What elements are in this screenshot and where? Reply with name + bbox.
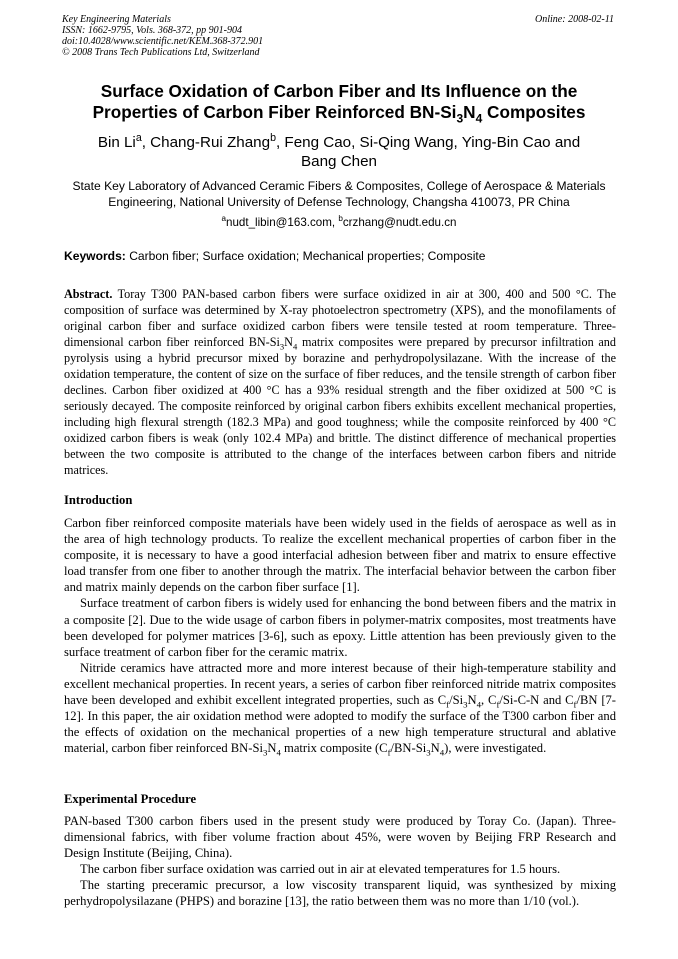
keywords	[64, 249, 616, 264]
copyright-line: © 2008 Trans Tech Publications Ltd, Switzerland	[62, 47, 260, 58]
experimental-body	[64, 813, 616, 910]
author-emails: $^a$nudt_libin@163.com, $^b$crzhang@nudt.edu.cn	[221, 214, 457, 229]
issn-line: ISSN: 1662-9795, Vols. 368-372, pp 901-904	[62, 25, 242, 36]
abstract: Abstract. Toray T300 PAN-based carbon fibers were surface oxidized in air at 300, 400 and 500 °C. The composition of surface was determined by X-ray photoelectron spectrometry (XPS), and the monofilaments of original carbon fiber and surface oxidized carbon fibers were tensile tested at room temperature. Three-dimensional carbon fiber reinforced $BN-Si_3N_4$ matrix composites were prepared by precursor infiltration and pyrolysis using a hybrid precursor mixed by borazine and perhydropolysilazane. With the increase of the oxidation temperature, the content of size on the surface of fiber reduces, and the tensile strength of carbon fiber declines. Carbon fiber oxidized at 400 °C has a 93% residual strength and the fiber oxidized at 500 °C is seriously decayed. The composite reinforced by original carbon fibers exhibits excellent mechanical properties, including high flexural strength (182.3 MPa) and good toughness; while the composite reinforced by 400 °C oxidized carbon fibers is weak (only 102.4 MPa) and brittle. The distinct difference of mechanical properties between the two composite is attributed to the change of the interfaces between carbon fibers and nitride matrices.	[64, 287, 616, 477]
author-list: Bin Li$^a$, Chang-Rui Zhang$^b$, Feng Cao, Si-Qing Wang, Ying-Bin Cao and Bang Chen	[97, 131, 581, 170]
title-line-1: Surface Oxidation of Carbon Fiber and Its Influence on the	[100, 81, 578, 101]
online-date: Online: 2008-02-11	[535, 14, 614, 25]
intro-paragraph-3: Nitride ceramics have attracted more and more interest because of their high-temperature stability and excellent mechanical properties. In recent years, a series of carbon fiber reinforced nitride matrix composites have been developed and exhibit excellent integrated properties, such as $C_f/Si_3N_4$, $C_f/Si-C-N$ and $C_f/BN$ [7-12]. In this paper, the air oxidation method were adopted to modify the surface of the T300 carbon fiber and the effects of oxidation on the mechanical properties of a new high temperature structural and ablative material, carbon fiber reinforced $BN-Si_3N_4$ matrix composite $(C_f/BN-Si_3N_4)$, were investigated.	[64, 660, 617, 758]
keywords-text: Carbon fiber; Surface oxidation; Mechanical properties; Composite	[125, 249, 486, 263]
exp-paragraph-2: The carbon fiber surface oxidation was carried out in air at elevated temperatures for 1.5 hours.	[80, 862, 561, 877]
intro-paragraph-2: Surface treatment of carbon fibers is widely used for enhancing the bond between fibers and the matrix in a composite [2]. Due to the wide usage of carbon fibers in polymer-matrix composites, most treatments have been developed for polymer matrices [3-6], such as epoxy. Little attention has been previously given to the surface treatment of carbon fiber for the ceramic matrix.	[64, 596, 616, 659]
title-line-2: Properties of Carbon Fiber Reinforced $BN-Si_3N_4$ Composites	[92, 102, 586, 126]
keywords-label: Keywords:	[64, 249, 126, 263]
journal-header	[62, 14, 422, 58]
introduction-body	[64, 515, 616, 756]
experimental-heading: Experimental Procedure	[64, 792, 197, 806]
exp-paragraph-3: The starting preceramic precursor, a low viscosity transparent liquid, was synthesized by mixing perhydropolysilazane (PHPS) and borazine [13], the ratio between them was no more than 1/10 (vol.).	[64, 878, 616, 909]
journal-name: Key Engineering Materials	[62, 14, 171, 25]
exp-paragraph-1: PAN-based T300 carbon fibers used in the present study were produced by Toray Co. (Japan). Three-dimensional fabrics, with fiber volume fraction about 45%, were woven by Beijing FRP Research and Design Institute (Beijing, China).	[64, 814, 616, 861]
paper-title	[40, 81, 638, 126]
affiliation: State Key Laboratory of Advanced Ceramic Fibers & Composites, College of Aerospace & Materials Engineering, National University of Defense Technology, Changsha 410073, PR China	[72, 179, 606, 209]
doi-line: doi:10.4028/www.scientific.net/KEM.368-372.901	[62, 36, 264, 47]
intro-paragraph-1: Carbon fiber reinforced composite materials have been widely used in the fields of aerospace as well as in the area of high technology products. To realize the excellent mechanical properties of carbon fiber in the composite, it is necessary to have a good interfacial adhesion between fiber and matrix to ensure effective load transfer from one fiber to another through the matrix. The interfacial behavior between the carbon fiber and matrix mainly depends on the carbon fiber surface [1].	[64, 516, 616, 595]
abstract-label: Abstract.	[64, 287, 113, 301]
introduction-heading: Introduction	[64, 493, 133, 507]
